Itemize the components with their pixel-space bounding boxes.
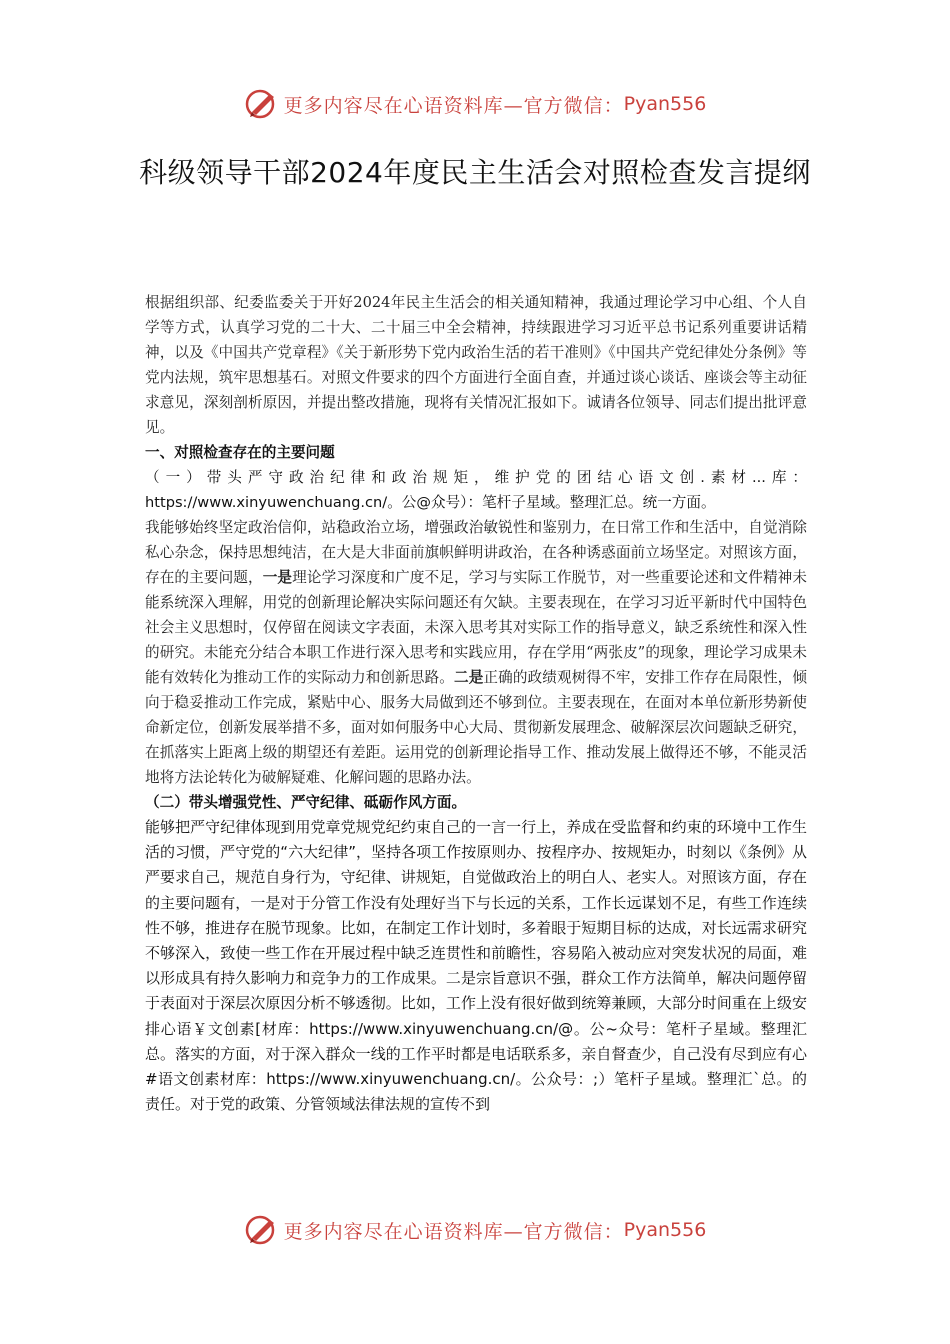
banner-text: 更多内容尽在心语资料库—官方微信： — [283, 94, 624, 117]
document-title: 科级领导干部2024年度民主生活会对照检查发言提纲 — [139, 156, 811, 189]
subsection-2-paragraph: 能够把严守纪律体现到用党章党规党纪约束自己的一言一行上，养成在受监督和约束的环境中工作生活的习惯，严守党的“六大纪律”，坚持各项工作按原则办、按程序办、按规矩办，时刻以《条例》从严要求自己，规范自身行为，守纪律、讲规矩，自觉做政治上的明白人、老实人。对照该方面，存在的主要问题有，一是对于分管工作没有处理好当下与长远的关系，工作长远谋划不足，有些工作连续性不够，推进存在脱节现象。比如，在制定工作计划时，多着眼于短期目标的达成，对长远需求研究不够深入，致使一些工作在开展过程中缺乏连贯性和前瞻性，容易陷入被动应对突发状况的局面，难以形成具有持久影响力和竞争力的工作成果。二是宗旨意识不强，群众工作方法简单，解决问题停留于表面对于深层次原因分析不够透彻。比如，工作上没有很好做到统筹兼顾，大部分时间重在上级安排心语￥文创素[材库：https://www.xinyuwenchuang.cn/@。公~众号：笔杆子星域。整理汇总。落实的方面，对于深入群众一线的工作平时都是电话联系多，亲自督查少，自己没有尽到应有心#语文创素材库：https://www.xinyuwenchuang.cn/。公众号：;）笔杆子星域。整理汇`总。的责任。对于党的政策、分管领域法律法规的宣传不到 — [145, 818, 807, 1114]
footer-watermark-banner — [0, 1208, 950, 1252]
pen-logo-icon — [244, 1212, 280, 1248]
paragraph-text: 我能够始终坚定政治信仰，站稳政治立场，增强政治敏锐性和鉴别力，在日常工作和生活中，自觉消除私心杂念，保持思想纯洁，在大是大非面前旗帜鲜明讲政治，在各种诱惑面前立场坚定。对照该方面，存在的主要问题， — [145, 519, 807, 586]
subsection-1-paragraph — [145, 515, 807, 790]
document-body — [145, 290, 807, 1117]
pen-logo-icon — [244, 86, 280, 122]
paragraph-text: 正确的政绩观树得不牢，安排工作存在局限性，倾向于稳妥推动工作完成，紧贴中心、服务大局做到还不够到位。主要表现在，在面对本单位新形势新使命新定位，创新发展举措不多，面对如何服务中心大局、贯彻新发展理念、破解深层次问题缺乏研究，在抓落实上距离上级的期望还有差距。运用党的创新理论指导工作、推动发展上做得还不够，不能灵活地将方法论转化为破解疑难、化解问题的思路办法。 — [145, 669, 807, 786]
paragraph-text: 理论学习深度和广度不足，学习与实际工作脱节，对一些重要论述和文件精神未能系统深入理解，用党的创新理论解决实际问题还有欠缺。主要表现在，在学习习近平新时代中国特色社会主义思想时，仅停留在阅读文字表面，未深入思考其对实际工作的指导意义，缺乏系统性和深入性的研究。未能充分结合本职工作进行深入思考和实践应用，存在学用“两张皮”的现象，理论学习成果未能有效转化为推动工作的实际动力和创新思路。 — [145, 569, 807, 686]
subsection-heading-2: （二）带头增强党性、严守纪律、砥砺作风方面。 — [145, 794, 467, 811]
banner-wechat-id: Pyan556 — [623, 1219, 707, 1241]
point-marker-2: 二是 — [453, 669, 484, 686]
intro-paragraph: 根据组织部、纪委监委关于开好2024年民主生活会的相关通知精神，我通过理论学习中心组、个人自学等方式，认真学习党的二十大、二十届三中全会精神，持续跟进学习习近平总书记系列重要讲话精神，以及《中国共产党章程》《关于新形势下党内政治生活的若干准则》《中国共产党纪律处分条例》等党内法规，筑牢思想基石。对照文件要求的四个方面进行全面自查，并通过谈心谈话、座谈会等主动征求意见，深刻剖析原因，并提出整改措施，现将有关情况汇报如下。诚请各位领导、同志们提出批评意见。 — [145, 294, 807, 436]
point-marker-1: 一是 — [262, 569, 293, 586]
header-watermark-banner — [0, 82, 950, 126]
section-heading-1: 一、对照检查存在的主要问题 — [145, 444, 335, 461]
banner-wechat-id: Pyan556 — [623, 93, 707, 115]
subsection-heading-1: （一）带头严守政治纪律和政治规矩，维护党的团结心语文创.素材...库：https://www.xinyuwenchuang.cn/。公@众号）：笔杆子星域。整理汇总。统一方面。 — [145, 469, 807, 511]
banner-text: 更多内容尽在心语资料库—官方微信： — [283, 1220, 624, 1243]
